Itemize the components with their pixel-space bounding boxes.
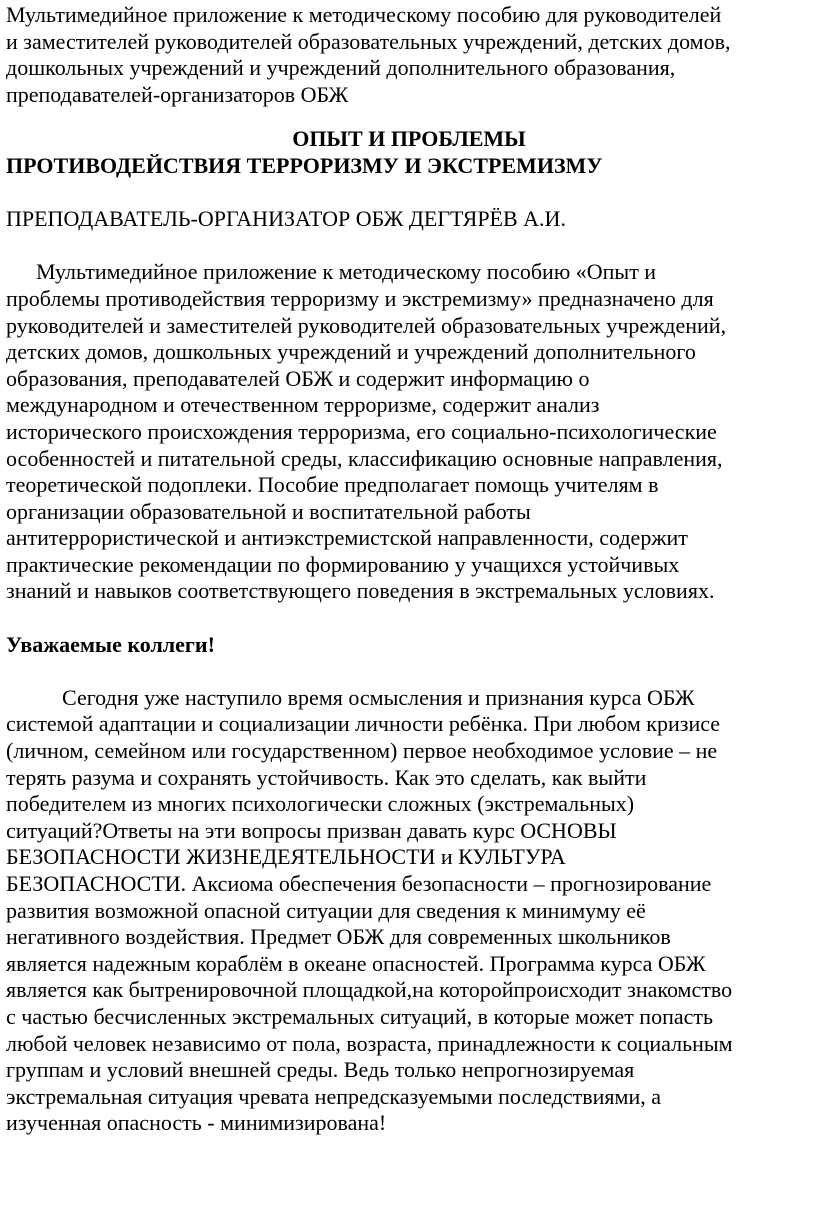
body-line: с частью бесчисленных экстремальных ситуаций, в которые может попасть <box>6 1003 714 1029</box>
abstract-line: практические рекомендации по формированию у учащихся устойчивых <box>6 551 680 577</box>
body-line: Сегодня уже наступило время осмысления и признания курса ОБЖ <box>62 684 695 710</box>
abstract-line: знаний и навыков соответствующего поведения в экстремальных условиях. <box>6 578 715 604</box>
intro-paragraph <box>6 0 812 108</box>
body-line: негативного воздействия. Предмет ОБЖ для современных школьников <box>6 924 671 950</box>
spacer <box>6 658 812 685</box>
intro-line: и заместителей руководителей образовательных учреждений, детских домов, <box>6 28 731 54</box>
body-line: изученная опасность - минимизирована! <box>6 1110 387 1136</box>
spacer <box>6 605 812 632</box>
body-line: является как бытренировочной площадкой,на которойпроисходит знакомство <box>6 977 733 1003</box>
greeting-heading: Уважаемые коллеги! <box>6 631 215 657</box>
abstract-line: Мультимедийное приложение к методическому пособию «Опыт и <box>36 259 657 285</box>
spacer <box>6 233 812 260</box>
body-line: (личном, семейном или государственном) первое необходимое условие – не <box>6 738 718 764</box>
body-line: группам и условий внешней среды. Ведь только непрогнозируемая <box>6 1057 635 1083</box>
abstract-line: детских домов, дошкольных учреждений и учреждений дополнительного <box>6 339 696 365</box>
author-line: ПРЕПОДАВАТЕЛЬ-ОРГАНИЗАТОР ОБЖ ДЕГТЯРЁВ А.И. <box>6 206 566 232</box>
body-line: ситуаций?Ответы на эти вопросы призван давать курс ОСНОВЫ <box>6 817 617 843</box>
abstract-line: проблемы противодействия терроризму и экстремизму» предназначено для <box>6 285 714 311</box>
body-line: любой человек независимо от пола, возраста, принадлежности к социальным <box>6 1030 733 1056</box>
body-line: развития возможной опасной ситуации для сведения к минимуму её <box>6 897 646 923</box>
abstract-line: международном и отечественном терроризме, содержит анализ <box>6 392 600 418</box>
body-line: победителем из многих психологически сложных (экстремальных) <box>6 791 635 817</box>
body-line: БЕЗОПАСНОСТИ ЖИЗНЕДЕЯТЕЛЬНОСТИ и КУЛЬТУРА <box>6 844 566 870</box>
intro-line: дошкольных учреждений и учреждений дополнительного образования, <box>6 55 676 81</box>
body-paragraph <box>6 685 812 1137</box>
body-line: терять разума и сохранять устойчивость. Как это сделать, как выйти <box>6 764 647 790</box>
abstract-line: образования, преподавателей ОБЖ и содержит информацию о <box>6 365 590 391</box>
title-line: ОПЫТ И ПРОБЛЕМЫ <box>292 126 526 152</box>
abstract-line: теоретической подоплеки. Пособие предполагает помощь учителям в <box>6 472 659 498</box>
document-title <box>6 126 812 179</box>
body-line: БЕЗОПАСНОСТИ. Аксиома обеспечения безопасности – прогнозирование <box>6 871 712 896</box>
abstract-line: особенностей и питательной среды, классификацию основные направления, <box>6 445 723 471</box>
abstract-line: исторического происхождения терроризма, его социально-психологические <box>6 418 717 444</box>
intro-line: преподавателей-организаторов ОБЖ <box>6 81 349 107</box>
body-line: системой адаптации и социализации личности ребёнка. При любом кризисе <box>6 711 721 737</box>
title-line: ПРОТИВОДЕЙСТВИЯ ТЕРРОРИЗМУ И ЭКСТРЕМИЗМУ <box>6 152 603 178</box>
body-line: экстремальная ситуация чревата непредсказуемыми последствиями, а <box>6 1083 661 1109</box>
body-line: является надежным кораблём в океане опасностей. Программа курса ОБЖ <box>6 950 706 976</box>
spacer <box>6 180 812 207</box>
intro-line: Мультимедийное приложение к методическому пособию для руководителей <box>6 2 722 27</box>
abstract-line: антитеррористической и антиэкстремистской направленности, содержит <box>6 525 688 551</box>
abstract-paragraph <box>6 259 812 605</box>
abstract-line: организации образовательной и воспитательной работы <box>6 498 531 524</box>
abstract-line: руководителей и заместителей руководителей образовательных учреждений, <box>6 312 727 338</box>
